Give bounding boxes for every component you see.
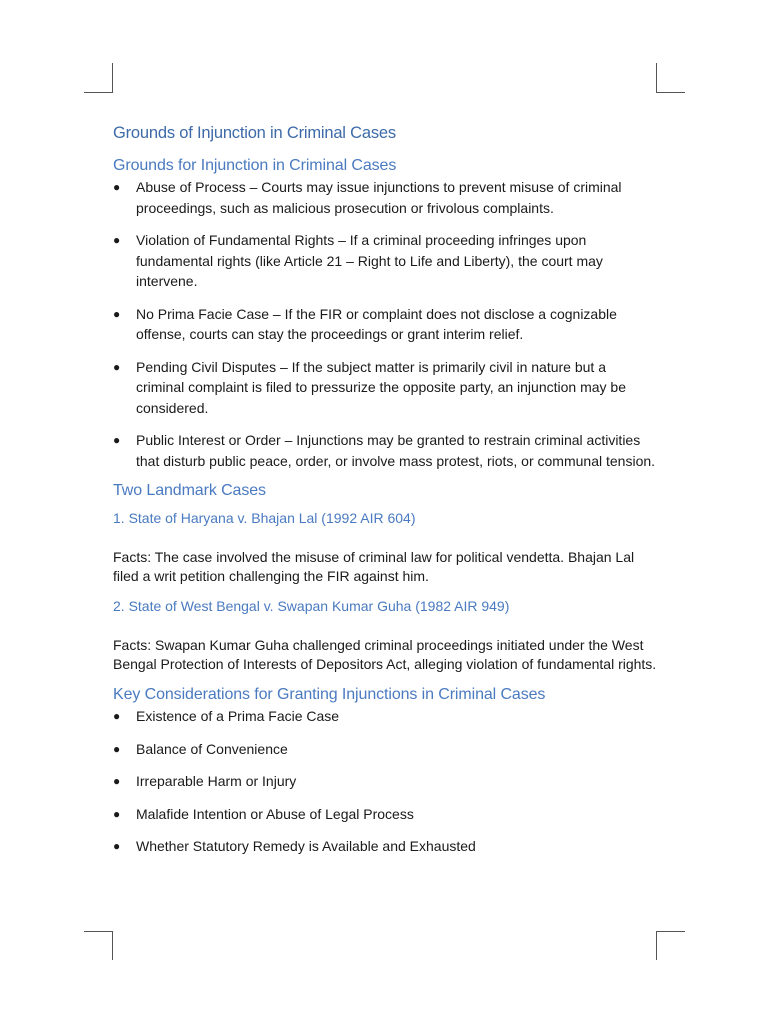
bullet-icon: ●: [113, 741, 121, 756]
crop-mark-top-left-h: [84, 92, 113, 93]
crop-mark-bottom-left-v: [112, 931, 113, 960]
bullet-icon: ●: [113, 233, 121, 247]
page-content: [113, 124, 658, 869]
considerations-list: [113, 706, 658, 857]
case-facts-swapan-kumar-guha: Facts: Swapan Kumar Guha challenged criminal proceedings initiated under the West Bengal Protection of Interests of Depositors Act, alleging violation of fundamental rights.: [113, 637, 657, 672]
list-item: ● Balance of Convenience: [113, 739, 658, 760]
crop-mark-top-right-v: [656, 63, 657, 92]
bullet-icon: ●: [113, 359, 121, 374]
list-item: ● Violation of Fundamental Rights – If a criminal proceeding infringes upon fundamental rights (like Article 21 – Right to Life and Liberty), the court may intervene.: [113, 232, 603, 289]
grounds-list: [113, 177, 658, 471]
list-item: ● Irreparable Harm or Injury: [113, 771, 658, 792]
bullet-icon: ●: [113, 433, 121, 447]
list-item: ● Pending Civil Disputes – If the subject matter is primarily civil in nature but a criminal complaint is filed to pressurize the opposite party, an injunction may be considered.: [113, 358, 626, 416]
list-item: ● No Prima Facie Case – If the FIR or complaint does not disclose a cognizable offense, courts can stay the proceedings or grant interim relief.: [113, 305, 617, 342]
bullet-icon: ●: [113, 709, 121, 723]
section-heading-landmark-cases: Two Landmark Cases: [113, 482, 266, 499]
bullet-icon: ●: [113, 839, 121, 853]
list-item: ● Public Interest or Order – Injunctions may be granted to restrain criminal activities that disturb public peace, order, or involve mass protest, riots, or communal tension.: [113, 432, 656, 469]
section-heading-key-considerations: Key Considerations for Granting Injunctions in Criminal Cases: [113, 686, 546, 703]
case-title-swapan-kumar-guha: 2. State of West Bengal v. Swapan Kumar Guha (1982 AIR 949): [113, 598, 510, 614]
document-title: Grounds of Injunction in Criminal Cases: [113, 124, 396, 142]
crop-mark-top-left-v: [112, 63, 113, 92]
section-heading-grounds: Grounds for Injunction in Criminal Cases: [113, 157, 397, 174]
list-item: ● Whether Statutory Remedy is Available and Exhausted: [113, 836, 658, 857]
bullet-icon: ●: [113, 774, 121, 788]
crop-mark-bottom-right-v: [656, 931, 657, 960]
bullet-icon: ●: [113, 806, 121, 821]
list-item: ● Existence of a Prima Facie Case: [113, 706, 658, 727]
case-facts-bhajan-lal: Facts: The case involved the misuse of criminal law for political vendetta. Bhajan Lal filed a writ petition challenging the FIR against him.: [113, 549, 635, 584]
case-title-bhajan-lal: 1. State of Haryana v. Bhajan Lal (1992 AIR 604): [113, 510, 416, 526]
crop-mark-top-right-h: [656, 92, 685, 93]
crop-mark-bottom-right-h: [656, 931, 685, 932]
bullet-icon: ●: [113, 306, 121, 321]
crop-mark-bottom-left-h: [84, 931, 113, 932]
bullet-icon: ●: [113, 180, 121, 194]
list-item: ● Malafide Intention or Abuse of Legal Process: [113, 804, 658, 825]
list-item: ● Abuse of Process – Courts may issue injunctions to prevent misuse of criminal proceedings, such as malicious prosecution or frivolous complaints.: [113, 179, 622, 216]
